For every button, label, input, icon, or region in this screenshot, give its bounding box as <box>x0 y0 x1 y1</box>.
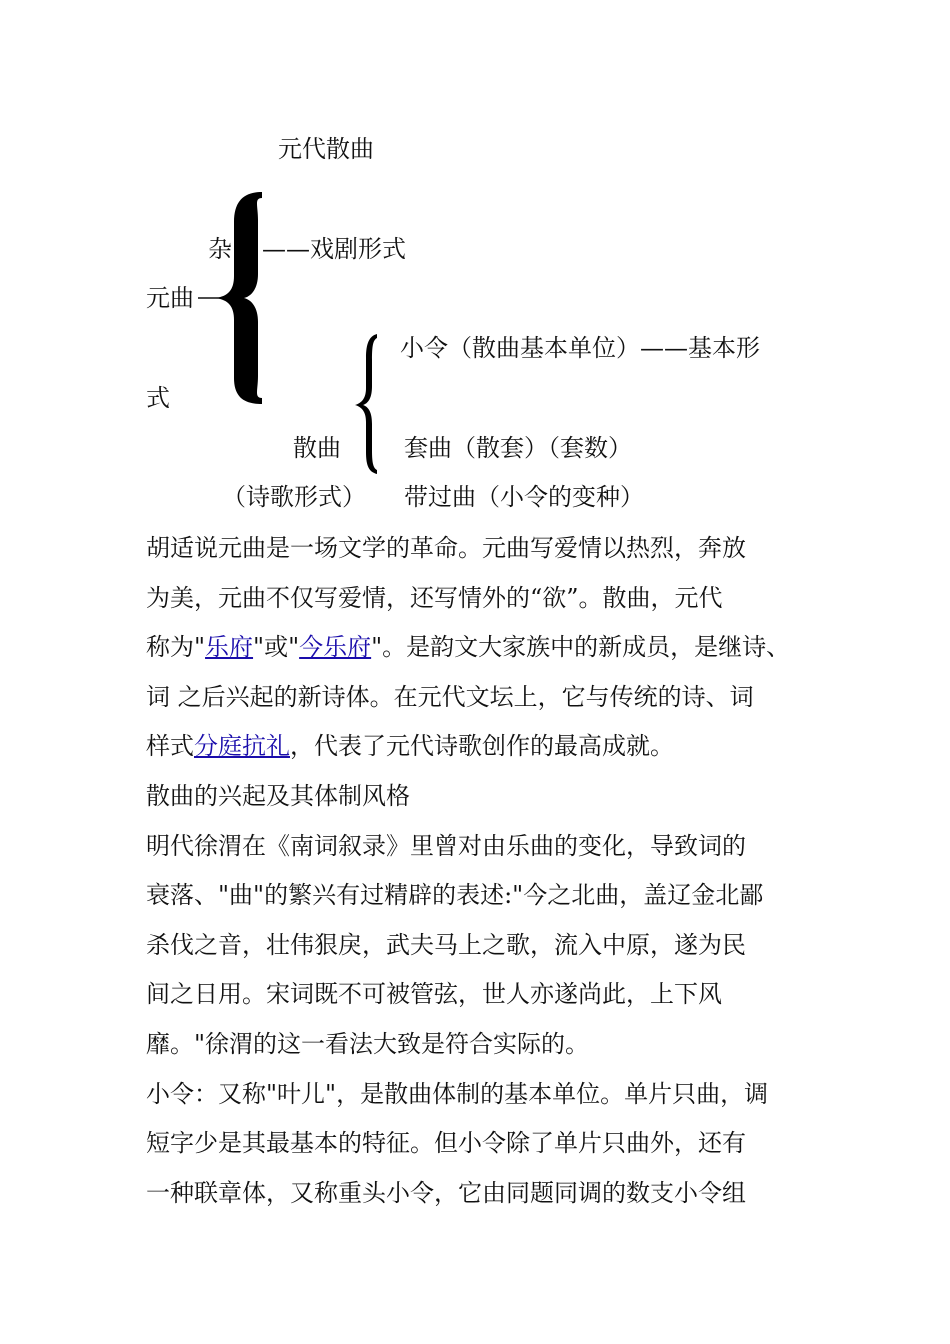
text-line: 靡。"徐渭的这一看法大致是符合实际的。 <box>146 1029 590 1058</box>
text-span: 样式 <box>146 732 194 761</box>
text-line: 词 之后兴起的新诗体。在元代文坛上，它与传统的诗、词 <box>146 682 754 711</box>
text-line: 短字少是其最基本的特征。但小令除了单片只曲外，还有 <box>146 1129 746 1158</box>
text-span: ，代表了元代诗歌创作的最高成就。 <box>290 732 674 761</box>
branch-sanqu: 散曲 <box>293 434 341 462</box>
paragraph-intro <box>146 524 836 1218</box>
section-heading: 散曲的兴起及其体制风格 <box>146 781 410 810</box>
text-line <box>146 623 836 673</box>
link-yuefu[interactable]: 乐府 <box>205 633 254 662</box>
leaf-daiguoqu: 带过曲（小令的变种） <box>404 483 644 511</box>
leaf-xiaoling-cont: 式 <box>146 384 170 412</box>
leaf-xiaoling: 小令（散曲基本单位）——基本形 <box>400 334 760 362</box>
text-span: "。是韵文大家族中的新成员，是继诗、 <box>371 633 791 662</box>
text-span: "或" <box>253 633 300 662</box>
text-line <box>146 722 836 772</box>
branch-zaju-right: ——戏剧形式 <box>262 235 406 263</box>
text-line: 衰落、"曲"的繁兴有过精辟的表述:"今之北曲，盖辽金北鄙 <box>146 881 764 910</box>
big-brace <box>216 192 262 404</box>
link-jinyuefu[interactable]: 今乐府 <box>299 633 372 662</box>
text-span: 称为" <box>146 633 206 662</box>
branch-sanqu-note: （诗歌形式） <box>222 483 366 511</box>
text-line: 明代徐渭在《南词叙录》里曾对由乐曲的变化，导致词的 <box>146 831 746 860</box>
text-line: 杀伐之音，壮伟狠戾，武夫马上之歌，流入中原，遂为民 <box>146 930 746 959</box>
text-line: 为美，元曲不仅写爱情，还写情外的“欲”。散曲，元代 <box>146 583 723 612</box>
leaf-taoqu: 套曲（散套）（套数） <box>404 434 632 462</box>
branch-zaju-left: 杂 <box>208 235 232 263</box>
text-line: 小令：又称"叶儿"，是散曲体制的基本单位。单片只曲，调 <box>146 1079 769 1108</box>
text-line: 胡适说元曲是一场文学的革命。元曲写爱情以热烈，奔放 <box>146 534 746 562</box>
small-brace <box>355 334 377 474</box>
text-line: 间之日用。宋词既不可被管弦，世人亦遂尚此，上下风 <box>146 980 722 1009</box>
diagram-root: 元曲 <box>146 284 194 312</box>
diagram-title: 元代散曲 <box>278 135 374 163</box>
link-fentingkangli[interactable]: 分庭抗礼 <box>194 732 290 761</box>
text-line: 一种联章体，又称重头小令，它由同题同调的数支小令组 <box>146 1178 746 1207</box>
